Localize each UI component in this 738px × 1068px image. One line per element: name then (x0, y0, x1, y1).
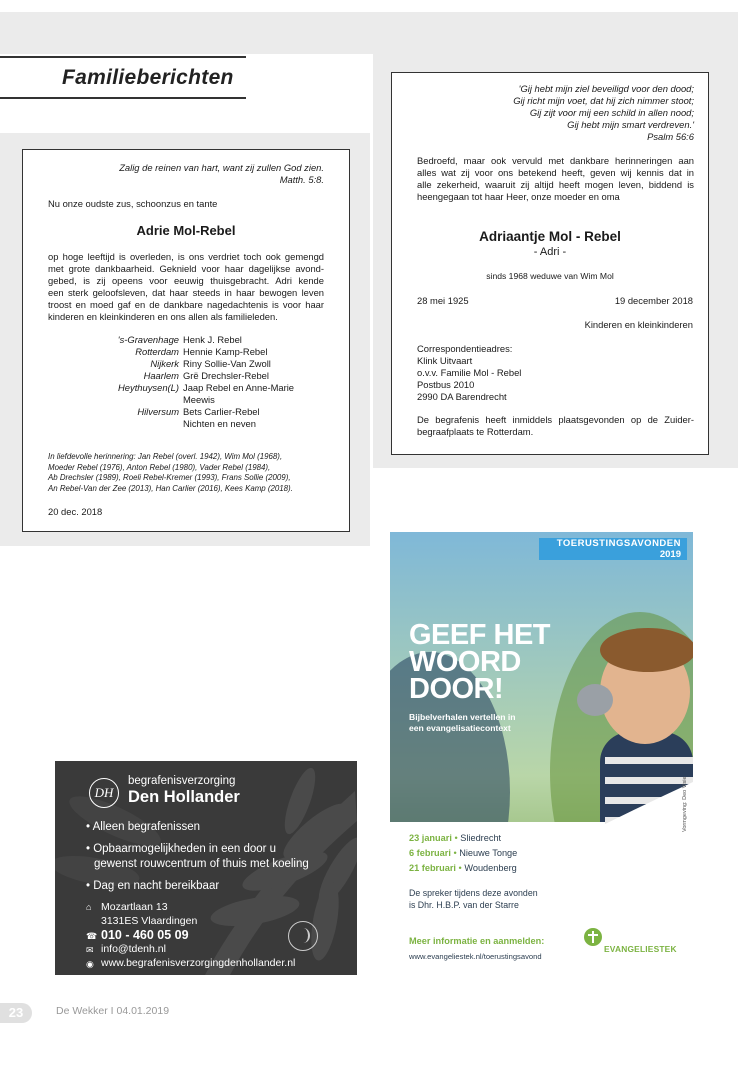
phone-number[interactable]: 010 - 460 05 09 (101, 928, 189, 942)
announcement-body: Bedroefd, maar ook vervuld met dankbare herinneringen aan alles wat zij voor ons betekend heeft, geven wij kennis dat in alle zekerheid, waaruit zij altijd heeft mogen leven, biddend is heengegaan tot haar Heer, onze moeder en oma (417, 155, 694, 202)
ad-tagline: begrafenisverzorging (128, 775, 236, 787)
widow-text: sinds 1968 weduwe van Wim Mol (486, 271, 614, 281)
event-dates-list (409, 831, 517, 876)
page-number: 23 (0, 1003, 32, 1023)
company-name: Den Hollander (128, 788, 240, 806)
obituary-card-adrie (22, 149, 350, 532)
deceased-name: Adrie Mol-Rebel (136, 223, 236, 238)
bullet-item: • Alleen begrafenissen (86, 821, 200, 833)
family-list (103, 334, 294, 430)
family-row: Heythuysen(L) Jaap Rebel en Anne-Marie (118, 382, 295, 393)
bullet-item: • Opbaarmogelijkheden in een door u (86, 843, 277, 855)
family-line: Kinderen en kleinkinderen (584, 319, 693, 330)
publication-line: De Wekker I 04.01.2019 (56, 1005, 170, 1017)
psalm-quote: 'Gij hebt mijn ziel beveiligd voor den dood; Gij richt mijn voet, dat hij zich nimmer stoot; Gij zijt voor mij een schild in allen nood; Gij hebt mijn smart verdreven.' Psalm 56:6 (513, 83, 694, 142)
dh-logo: DH (89, 778, 119, 808)
family-row: 's-Gravenhage Henk J. Rebel (117, 334, 242, 345)
globe-icon: ◉ (86, 959, 94, 969)
family-row: Meewis (183, 394, 215, 405)
email-link[interactable]: info@tdenh.nl (101, 943, 166, 955)
top-band (0, 12, 738, 54)
header-rule-top (0, 56, 246, 58)
family-row: Rotterdam Hennie Kamp-Rebel (135, 346, 268, 357)
ad-headline: GEEF HET WOORD DOOR! (409, 619, 551, 705)
address-line: 3131ES Vlaardingen (101, 915, 198, 927)
registration-link[interactable]: www.evangeliestek.nl/toerustingsavond (409, 952, 542, 961)
bible-quote: Zalig de reinen van hart, want zij zullen God zien. Matth. 5:8. (119, 162, 324, 185)
notice-date: 20 dec. 2018 (48, 506, 103, 517)
ad-subhead: Bijbelverhalen vertellen in een evangelisatiecontext (409, 712, 516, 733)
event-item: 23 januari • Sliedrecht (409, 833, 502, 843)
family-row: Nijkerk Riny Sollie-Van Zwoll (150, 358, 271, 369)
bullet-item-continued: gewenst rouwcentrum of thuis met koeling (94, 858, 309, 870)
evangelism-event-ad[interactable] (390, 532, 693, 975)
funeral-services-ad[interactable] (55, 761, 357, 975)
address-line: Mozartlaan 13 (101, 901, 168, 913)
family-row: Hilversum Bets Carlier-Rebel (137, 406, 260, 417)
section-title: Familieberichten (62, 66, 234, 89)
obituary-body: op hoge leeftijd is overleden, is ons verdriet toch ook gemengd met grote dankbaarheid. Geknield voor haar dagelijkse avond- gebed, is zij opeens voor eeuwig thuisgebracht. Adri kende een sterk geloofsleven, dat haar steeds in haar bewogen leven troost en moed gaf en de dankbare nagedachtenis is voor haar kinderen en kleinkinderen en ons allen als familieleden. (48, 251, 324, 322)
event-item: 21 februari • Woudenberg (409, 863, 517, 873)
correspondence-address: Correspondentieadres: Klink Uitvaart o.v.v. Familie Mol - Rebel Postbus 2010 2990 DA Barendrecht (417, 343, 522, 402)
photo-credit: Vormgeving: Deo Visie (682, 776, 688, 832)
family-row: Nichten en neven (183, 418, 256, 429)
family-row: Haarlem Grë Drechsler-Rebel (143, 370, 269, 381)
death-date: 19 december 2018 (614, 295, 693, 306)
nickname: - Adri - (533, 246, 567, 258)
evangeliestek-logo-text: EVANGELIESTEK (604, 944, 677, 954)
mail-icon: ✉ (86, 945, 94, 955)
deceased-name: Adriaantje Mol - Rebel (479, 229, 621, 244)
website-link[interactable]: www.begrafenisverzorgingdenhollander.nl (101, 957, 296, 969)
intro-text: Nu onze oudste zus, schoonzus en tante (48, 198, 218, 209)
memory-text: In liefdevolle herinnering: Jan Rebel (overl. 1942), Wim Mol (1968), Moeder Rebel (1976), Anton Rebel (1980), Vader Rebel (1984), Ab Drechsler (1989), Roeli Rebel-Kremer (1993), Frans Sollie (2009), An Rebel-Van der Zee (2013), Han Carlier (2016), Kees Kamp (2018). (48, 452, 293, 493)
certification-seal-icon (288, 921, 318, 951)
evangeliestek-logo-icon (584, 928, 602, 946)
home-icon: ⌂ (86, 902, 92, 912)
speaker-info: De spreker tijdens deze avonden is Dhr. H.B.P. van der Starre (409, 888, 538, 910)
event-item: 6 februari • Nieuwe Tonge (409, 848, 518, 858)
funeral-note: De begrafenis heeft inmiddels plaatsgevonden op de Zuider- begraafplaats te Rotterdam. (417, 414, 694, 437)
phone-icon: ☎ (86, 931, 98, 941)
more-info-label: Meer informatie en aanmelden: (409, 936, 545, 946)
birth-date: 28 mei 1925 (417, 295, 469, 306)
bullet-item: • Dag en nacht bereikbaar (86, 880, 220, 892)
obituary-card-adriaantje (391, 72, 709, 455)
event-banner: TOERUSTINGSAVONDEN 2019 (539, 538, 687, 560)
header-rule-bottom (0, 97, 246, 99)
